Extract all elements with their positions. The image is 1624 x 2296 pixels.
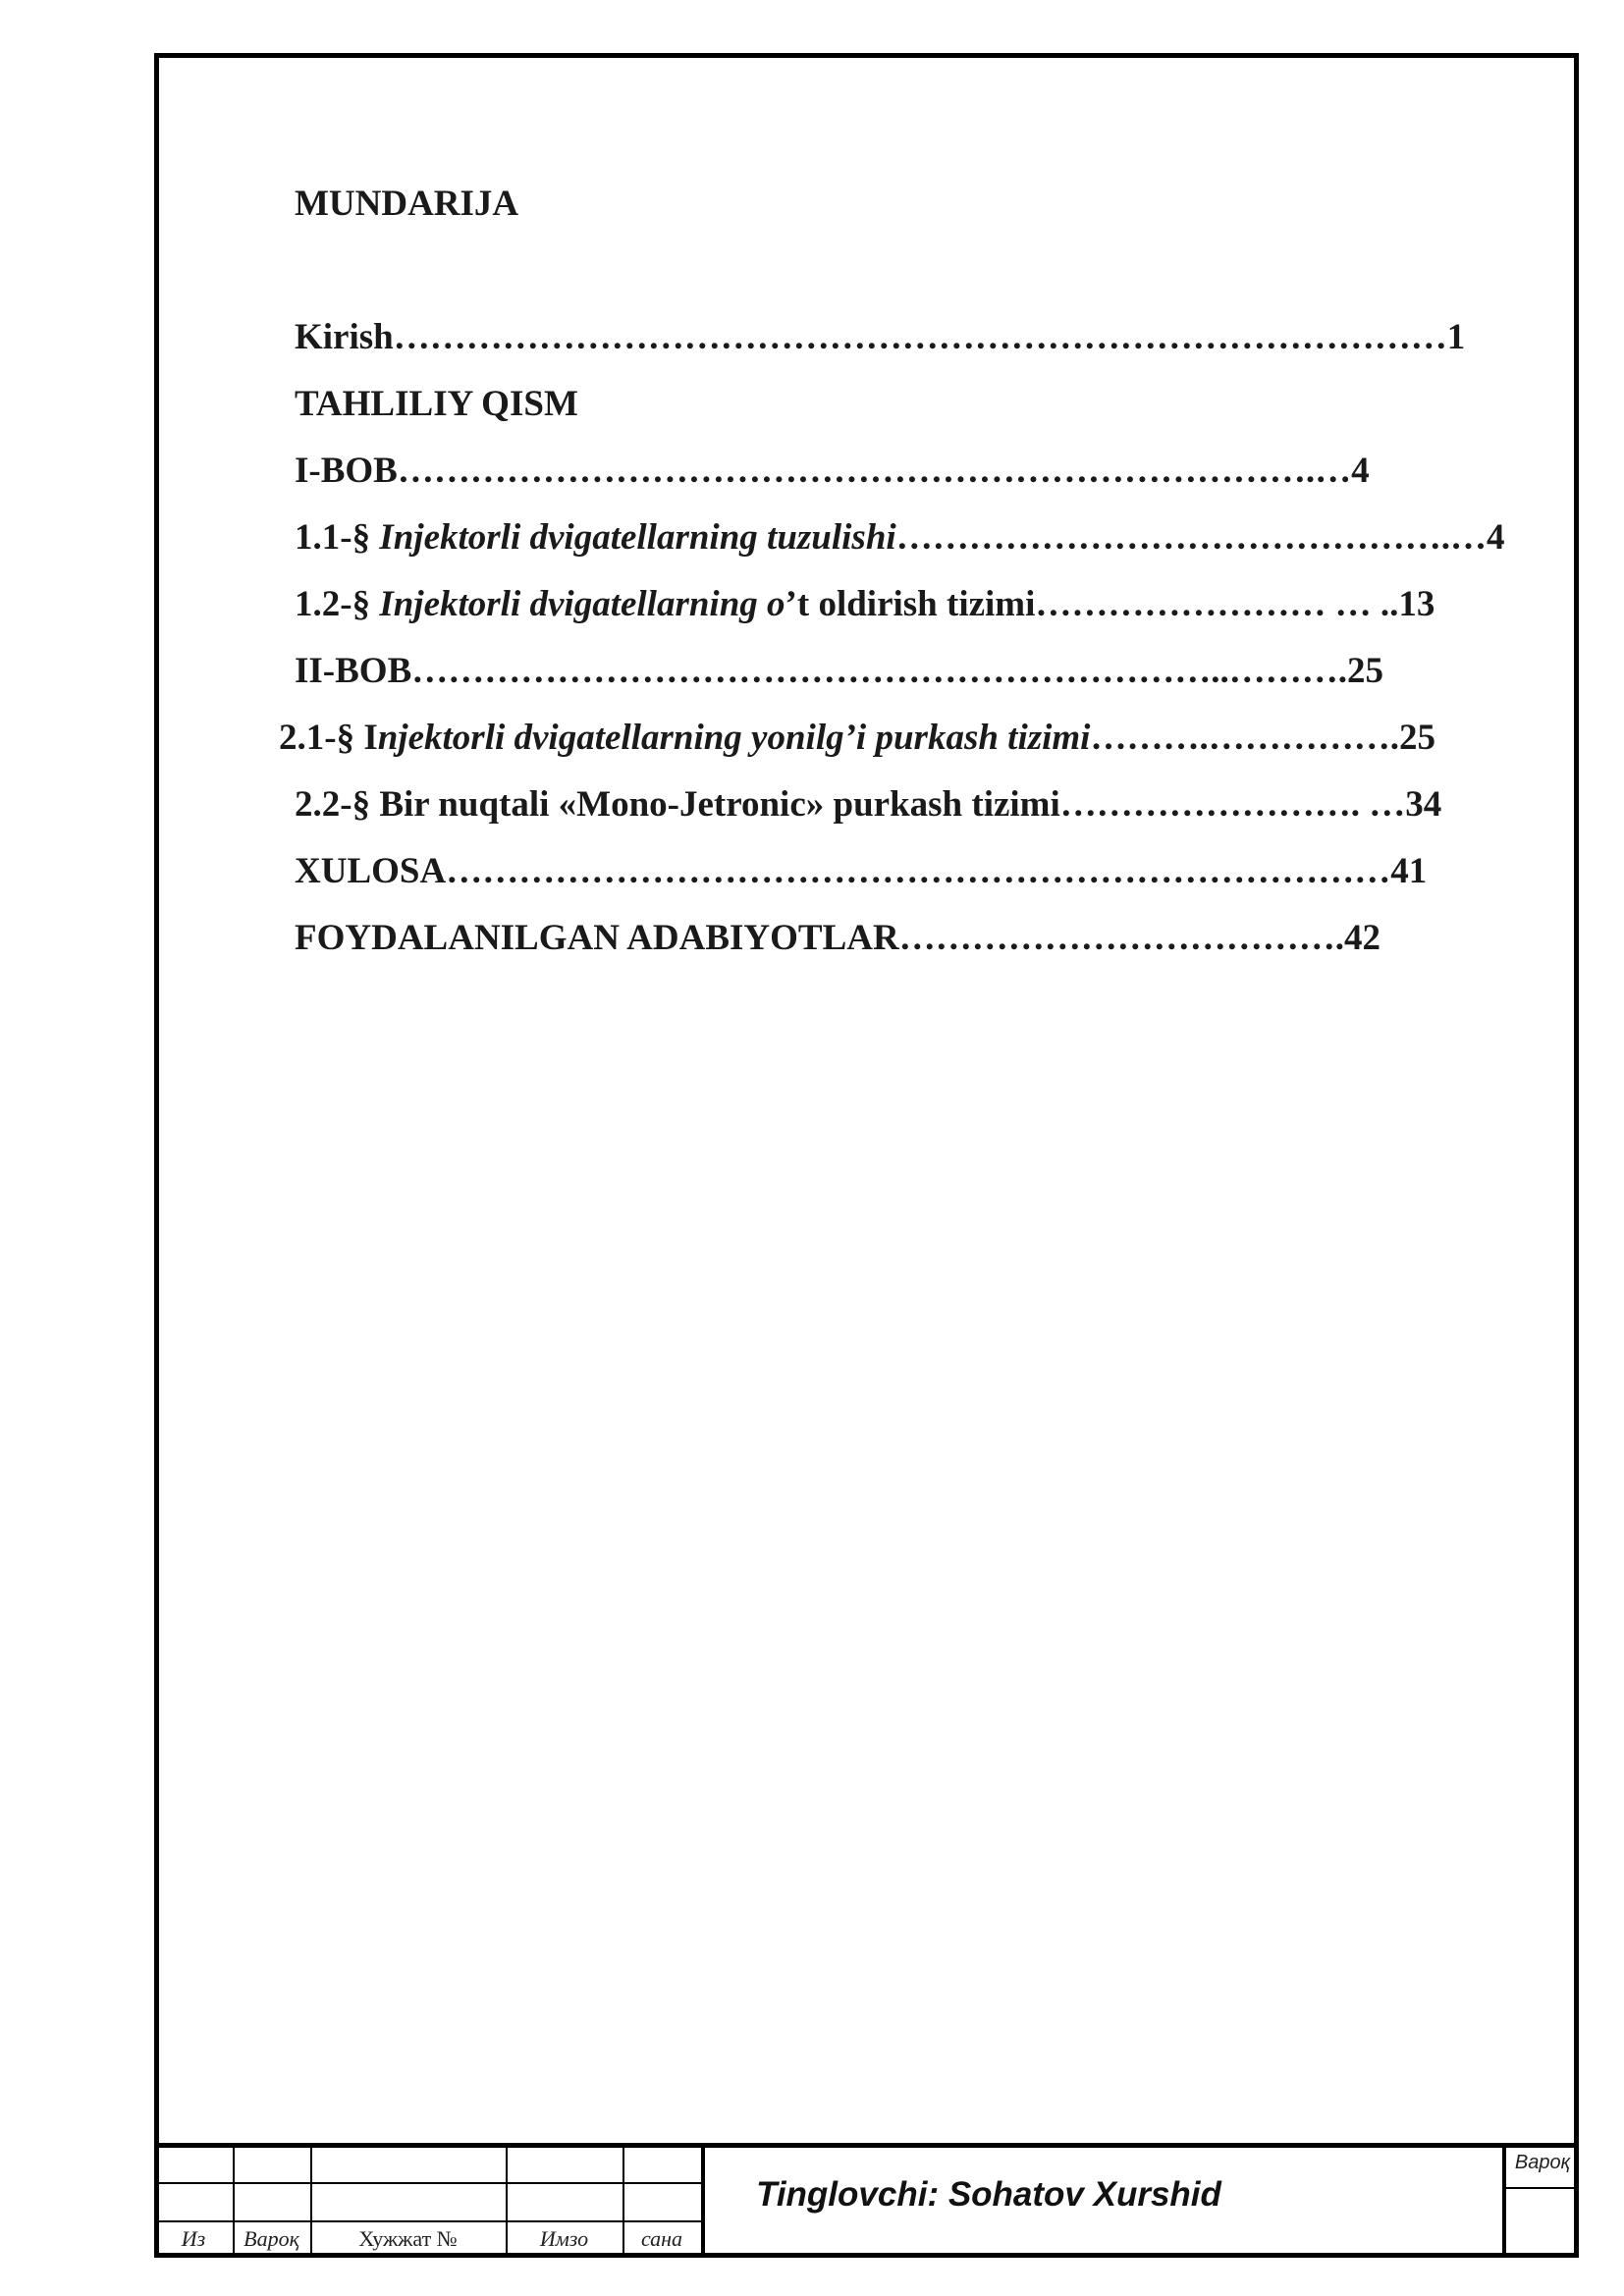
toc-entry-page: 25 [1398, 718, 1435, 758]
toc-entry-label: FOYDALANILGAN ADABIYOTLAR [295, 918, 899, 958]
title-block [154, 2143, 1579, 2258]
toc-entry-leader: …………………………………………………………..………. [411, 651, 1348, 691]
toc-entry [295, 917, 1380, 960]
toc-entry-label: 2.1-§ I [279, 718, 378, 758]
toc-entry [295, 583, 1435, 626]
title-block-rule [154, 2182, 701, 2184]
col-iz-label: Из [181, 2226, 206, 2251]
toc-entry [295, 516, 1504, 560]
toc-entry-leader: ………………………………. [898, 918, 1344, 958]
toc-entry [295, 383, 578, 426]
toc-title: MUNDARIJA [295, 184, 519, 224]
toc-entry-label: XULOSA [295, 851, 447, 891]
sheet-label: Вароқ [1514, 2152, 1571, 2173]
toc-entry-label: Kirish [295, 317, 394, 357]
toc-entry [295, 316, 1465, 359]
toc-entry-label-italic: Injektorli dvigatellarning tuzulishi [379, 517, 896, 558]
toc-entry [279, 717, 1435, 760]
col-varoq-label: Вароқ [244, 2226, 299, 2251]
toc-entry-label-suffix: ’t oldirish tizimi [785, 584, 1036, 624]
toc-entry-leader: ………………………………………………………………….… [397, 451, 1352, 491]
col-imzo-label: Имзо [539, 2226, 589, 2251]
toc-entry-page: 42 [1343, 918, 1380, 958]
toc-entry-label-italic: njektorli dvigatellarning yonilg’i purkash tizimi [377, 718, 1091, 758]
toc-entry-leader: …………………… … .. [1035, 584, 1399, 624]
toc-entry-page: 13 [1398, 584, 1435, 624]
toc-entry-leader: …………………………………………………………………………… [393, 317, 1447, 357]
toc-entry-page: 1 [1446, 317, 1466, 357]
toc-entry [295, 650, 1383, 693]
toc-entry-page: 4 [1351, 451, 1370, 491]
toc-entry-leader: ……………………………………….… [895, 517, 1487, 558]
toc-entry-leader: ……………………. … [1059, 784, 1406, 825]
toc-entry-label: 1.1-§ [295, 517, 380, 558]
col-sana-label: сана [640, 2226, 683, 2251]
toc-entry-label: TAHLILIY QISM [295, 384, 578, 424]
toc-entry-label: 1.2-§ [295, 584, 380, 624]
toc-entry-page: 34 [1405, 784, 1442, 825]
toc-entry-label: I-BOB [295, 451, 398, 491]
toc-entry-page: 41 [1390, 851, 1428, 891]
author-name: Tinglovchi: Sohatov Xurshid [756, 2175, 1221, 2214]
col-hujjat-label: Хужжат № [358, 2226, 458, 2251]
title-block-rule [154, 2220, 701, 2222]
toc-entry-label: II-BOB [295, 651, 412, 691]
toc-entry-page: 25 [1347, 651, 1384, 691]
toc-entry-leader: …………………………………………………………………… [446, 851, 1391, 891]
toc-entry-leader: ……….……………. [1090, 718, 1399, 758]
toc-entry [295, 850, 1427, 893]
toc-entry-label-italic: Injektorli dvigatellarning o [379, 584, 785, 624]
toc-entry-label: 2.2-§ Bir nuqtali «Mono-Jetronic» purkash tizimi [295, 784, 1060, 825]
title-block-rule [1504, 2187, 1575, 2189]
toc-entry [295, 783, 1441, 827]
title-block-divider [1502, 2148, 1506, 2258]
toc-entry [295, 450, 1370, 493]
toc-entry-page: 4 [1486, 517, 1505, 558]
